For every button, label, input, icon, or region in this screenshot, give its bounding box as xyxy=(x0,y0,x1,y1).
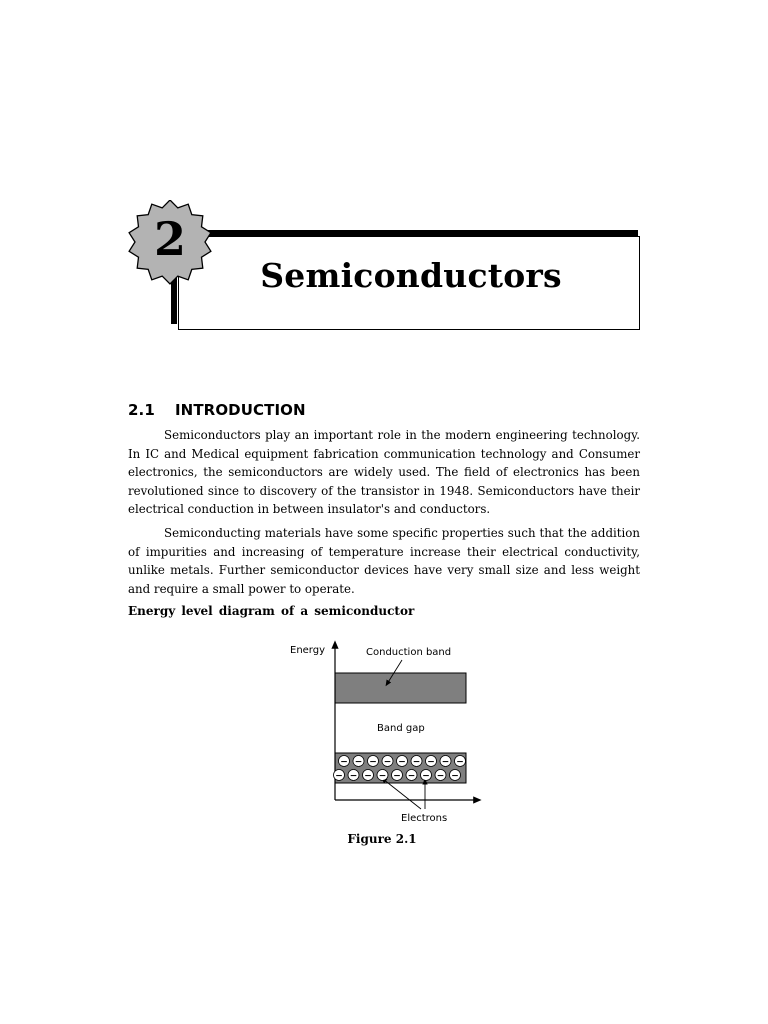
electrons-label: Electrons xyxy=(401,813,448,824)
figure-caption: Figure 2.1 xyxy=(347,832,417,846)
electron-symbol: − xyxy=(349,771,358,782)
section-title: INTRODUCTION xyxy=(175,401,306,419)
figure-heading: Energy level diagram of a semiconductor xyxy=(128,604,415,618)
electron-symbol: − xyxy=(364,771,372,782)
electron-symbol: − xyxy=(369,757,377,768)
energy-level-diagram xyxy=(280,636,490,828)
electron-symbol: − xyxy=(340,757,348,768)
paragraph-introduction: Semiconductors play an important role in the modern engineering technology. In IC and Medical equipment fabrication communication technology and Consumer electronics, the semiconductors are widely used. The field of electronics has been revolutioned since to discovery of the transistor in 1948. Semiconductors have their electrical conduction in between insulator's and conductors. xyxy=(128,428,640,517)
conduction-band xyxy=(335,673,466,703)
section-heading xyxy=(128,401,306,419)
electron-symbol: − xyxy=(407,771,416,782)
electron-symbol: − xyxy=(354,757,363,768)
energy-label: Energy xyxy=(290,645,326,656)
electron-symbol: − xyxy=(383,757,392,768)
electron-symbol: − xyxy=(335,771,343,782)
chapter-title: Semiconductors xyxy=(260,256,562,295)
electron-symbol: − xyxy=(422,771,430,782)
conduction-band-label: Conduction band xyxy=(366,647,452,658)
electron-symbol: − xyxy=(393,771,401,782)
band-gap-label: Band gap xyxy=(377,723,425,734)
electron-symbol: − xyxy=(427,757,435,768)
electron-symbol: − xyxy=(412,757,421,768)
paragraph-properties: Semiconducting materials have some specific properties such that the addition of impurities and increasing of temperature increase their electrical conductivity, unlike metals. Further semiconductor devices have very small size and less weight and require a small power to operate. xyxy=(128,526,640,596)
electron-symbol: − xyxy=(436,771,445,782)
chapter-number: 2 xyxy=(153,212,186,266)
section-number: 2.1 xyxy=(128,401,155,419)
electron-symbol: − xyxy=(441,757,450,768)
electron-symbol: − xyxy=(451,771,459,782)
electron-symbol: − xyxy=(378,771,387,782)
electron-symbol: − xyxy=(456,757,464,768)
electron-symbol: − xyxy=(398,757,406,768)
